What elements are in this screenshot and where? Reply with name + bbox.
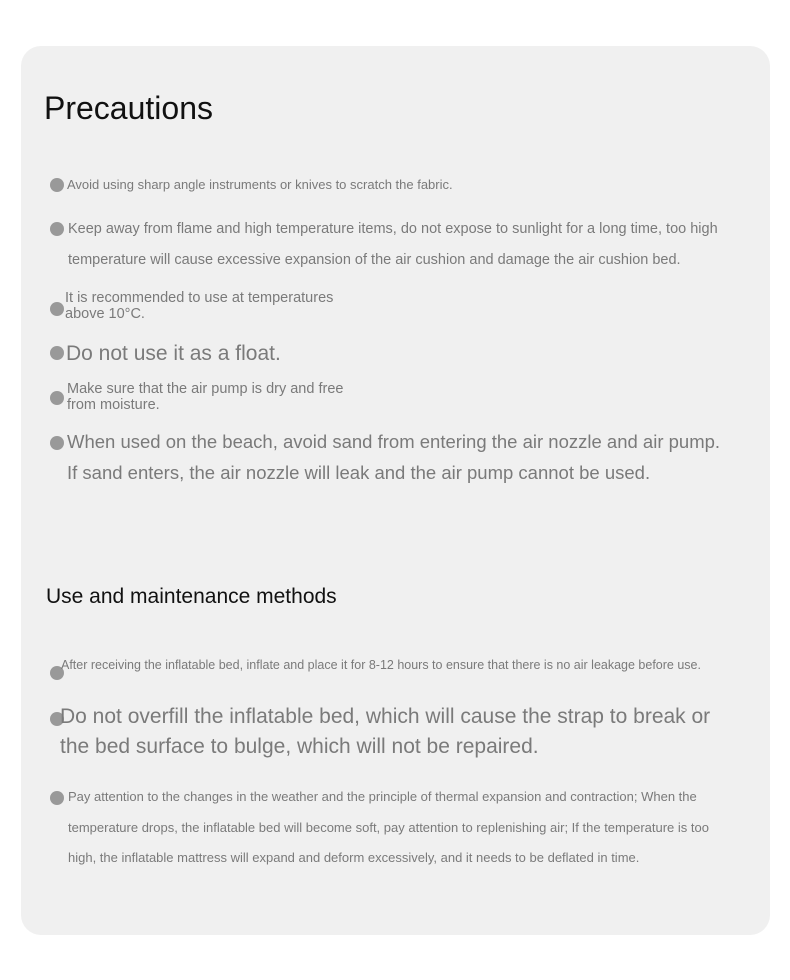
maintenance-item-2: Do not overfill the inflatable bed, which will cause the strap to break or the bed surface to bulge, which will not be repaired.: [60, 705, 711, 758]
content-card: [21, 46, 770, 935]
bullet-icon: [50, 791, 64, 805]
maintenance-item-3: Pay attention to the changes in the weather and the principle of thermal expansion and contraction; When the temperature drops, the inflatable bed will become soft, pay attention to replenishing air; If the temperature is too high, the inflatable mattress will expand and deform excessively, and it needs to be deflated in time.: [68, 789, 709, 865]
precaution-item-3: It is recommended to use at temperatures above 10°C.: [65, 290, 334, 322]
precautions-heading: Precautions: [44, 90, 213, 126]
precaution-item-1: Avoid using sharp angle instruments or knives to scratch the fabric.: [67, 177, 453, 192]
maintenance-heading: Use and maintenance methods: [46, 585, 337, 608]
maintenance-item-1: After receiving the inflatable bed, inflate and place it for 8-12 hours to ensure that there is no air leakage before use.: [61, 658, 701, 672]
bullet-icon: [50, 346, 64, 360]
precaution-item-2: Keep away from flame and high temperature items, do not expose to sunlight for a long time, too high temperature will cause excessive expansion of the air cushion and damage the air cushion bed.: [68, 221, 718, 268]
bullet-icon: [50, 178, 64, 192]
bullet-icon: [50, 222, 64, 236]
bullet-icon: [50, 436, 64, 450]
bullet-icon: [50, 302, 64, 316]
bullet-icon: [50, 391, 64, 405]
precaution-item-6: When used on the beach, avoid sand from entering the air nozzle and air pump. If sand enters, the air nozzle will leak and the air pump cannot be used.: [67, 431, 721, 483]
precaution-item-5: Make sure that the air pump is dry and free from moisture.: [67, 381, 344, 413]
precaution-item-4: Do not use it as a float.: [66, 342, 281, 365]
